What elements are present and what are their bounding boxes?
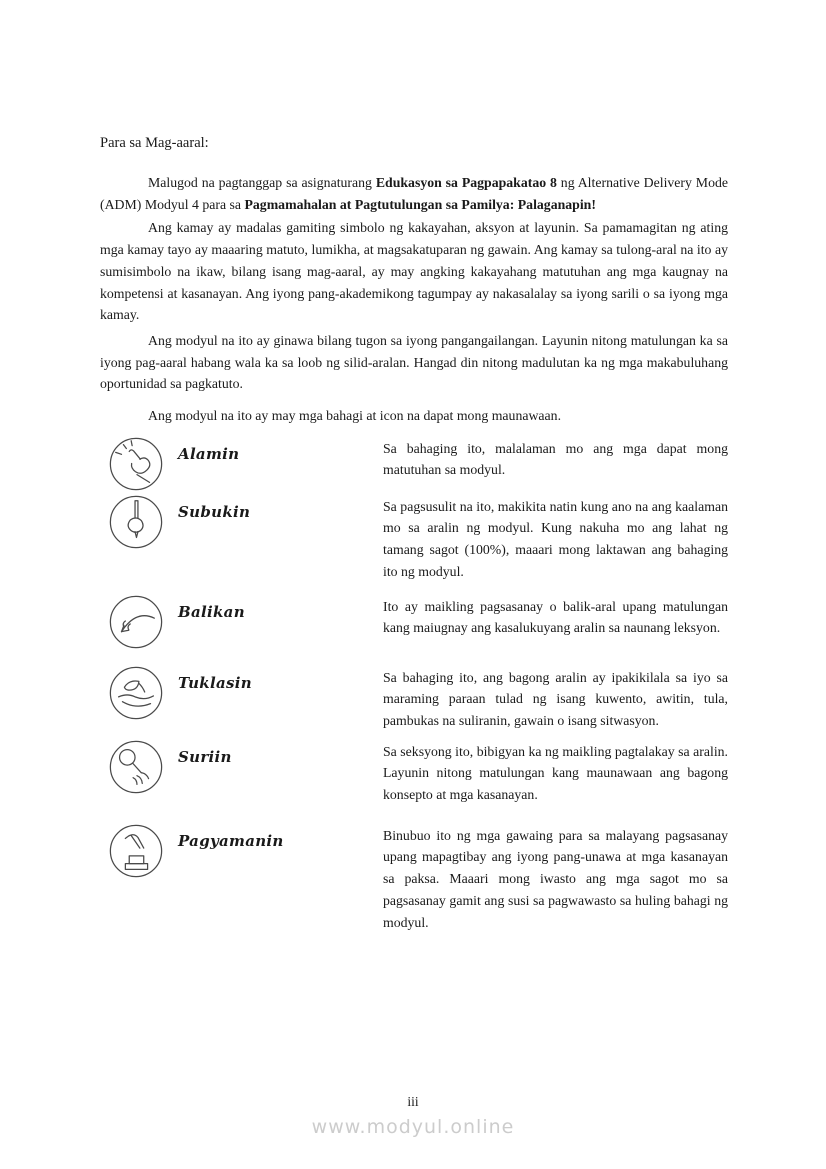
intro-text: Malugod na pagtanggap sa asignaturang (148, 175, 376, 190)
table-row-suriin (100, 738, 728, 806)
description-suriin: Sa seksyong ito, bibigyan ka ng maikling pagtalakay sa aralin. Layunin nitong matulungan kang maunawaan ang bagong konsepto at mga kasanayan. (383, 743, 728, 803)
description-pagyamanin: Binubuo ito ng mga gawaing para sa malayang pagsasanay upang mapagtibay ang iyong pang-unawa at mga kasanayan sa paksa. Maaari mong iwasto ang mga sagot mo sa pagsasanay gamit ang susi sa pagwawasto sa huling bahagi ng modyul. (383, 827, 728, 930)
label-pagyamanin: Pagyamanin (178, 831, 284, 850)
subject-title-bold: Edukasyon sa Pagpapakatao 8 (375, 175, 557, 190)
description-alamin: Sa bahaging ito, malalaman mo ang mga dapat mong matutuhan sa modyul. (383, 440, 728, 478)
description-subukin: Sa pagsusulit na ito, makikita natin kung ano na ang kaalaman mo sa aralin ng modyul. Kung nakuha mo ang lahat ng tamang sagot (100%), maaari mong laktawan ang bahaging ito ng modyul. (383, 498, 728, 579)
module-parts-table (100, 435, 728, 934)
label-subukin: Subukin (178, 502, 251, 521)
label-suriin: Suriin (178, 747, 232, 766)
hand-writing-stack-icon (100, 822, 178, 880)
icons-intro-line: Ang modyul na ito ay may mga bahagi at icon na dapat mong maunawaan. (148, 408, 562, 424)
hand-back-arrow-icon (100, 593, 178, 651)
module-purpose-paragraph: Ang modyul na ito ay ginawa bilang tugon sa iyong pangangailangan. Layunin nitong matulungan ka sa iyong pag-aaral habang wala ka sa loob ng silid-aralan. Hangad din nitong madulutan ka ng mga makabuluhang oportunidad sa pagkatuto. (100, 332, 728, 392)
table-row-pagyamanin (100, 822, 728, 934)
table-row-subukin (100, 493, 728, 583)
label-balikan: Balikan (178, 602, 245, 621)
hand-holding-pencil-icon (100, 493, 178, 551)
label-tuklasin: Tuklasin (178, 673, 252, 692)
pointing-hand-icon (100, 435, 178, 493)
intro-paragraph (100, 172, 728, 215)
description-balikan: Ito ay maikling pagsasanay o balik-aral upang matulungan kang maiugnay ang kasalukuyang aralin sa naunang leksyon. (383, 598, 728, 636)
table-row-balikan (100, 593, 728, 651)
page-number: iii (407, 1094, 419, 1109)
hand-with-leaf-icon (100, 664, 178, 722)
table-row-alamin (100, 435, 728, 493)
module-title-bold: Pagmamahalan at Pagtutulungan sa Pamilya: Palaganapin! (244, 196, 596, 212)
description-tuklasin: Sa bahaging ito, ang bagong aralin ay ipakikilala sa iyo sa maraming paraan tulad ng isang kuwento, awitin, tula, pambukas na suliranin, gawain o isang sitwasyon. (383, 669, 728, 728)
page-content (100, 133, 728, 933)
intro-text-2: ng Alternative Delivery Mode (ADM) Modyul 4 para sa (100, 175, 728, 212)
hand-symbol-paragraph: Ang kamay ay madalas gamiting simbolo ng kakayahan, aksyon at layunin. Sa pamamagitan ng ating mga kamay tayo ay maaaring matuto, lumikha, at magsakatuparan ng gawain. Ang kamay sa tulong-aral na ito ay sumisimbolo na ikaw, bilang isang mag-aaral, ay may angking kakayahang matutuhan ang mga kaugnay na kompetensi at kasanayan. Ang iyong pang-akademikong tagumpay ay nakasalalay sa iyong sarili o sa iyong mga kamay. (100, 220, 728, 323)
table-row-tuklasin (100, 664, 728, 732)
magnifying-glass-hand-icon (100, 738, 178, 796)
watermark-text: www.modyul.online (311, 1116, 515, 1138)
page-heading: Para sa Mag-aaral: (100, 135, 209, 151)
label-alamin: Alamin (178, 444, 240, 463)
